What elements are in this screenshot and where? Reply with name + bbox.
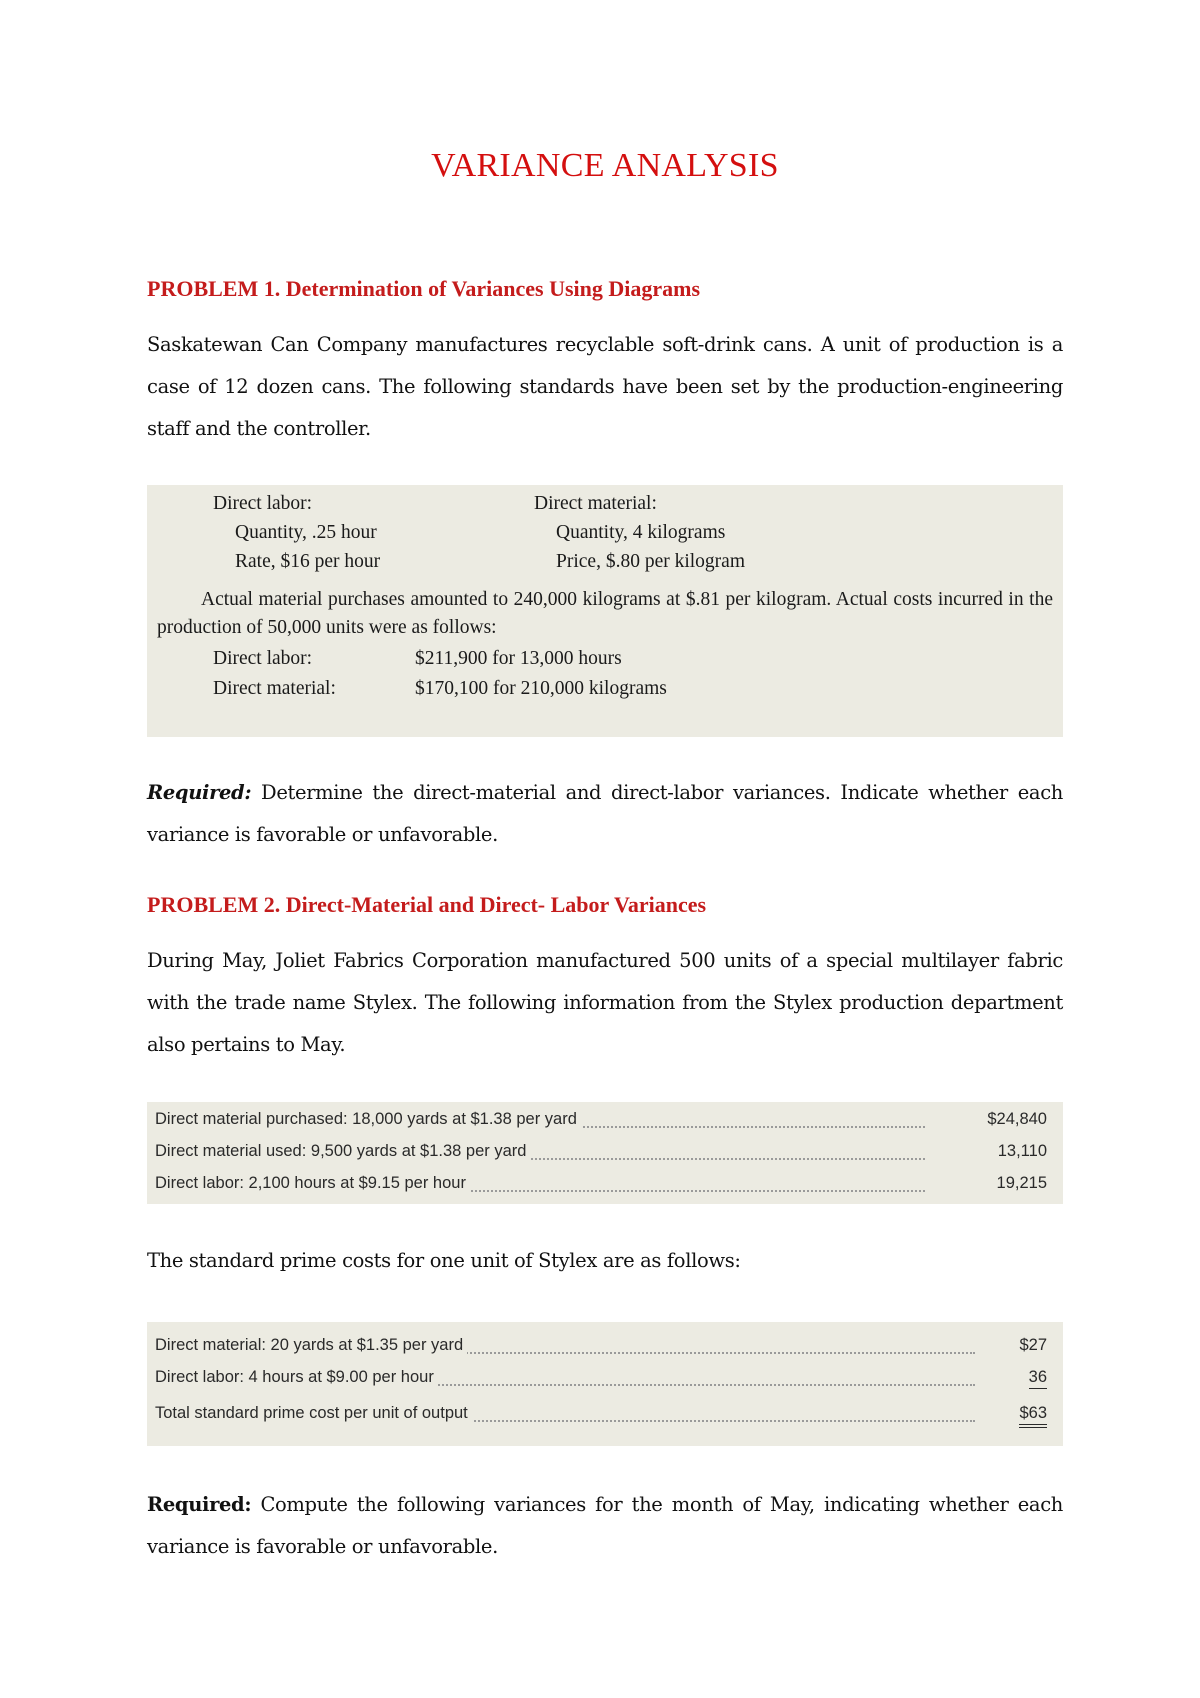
table-row bbox=[155, 1110, 1055, 1134]
table-row-amount: $63 bbox=[1019, 1404, 1047, 1428]
document-title: VARIANCE ANALYSIS bbox=[431, 147, 779, 184]
table-row-amount: 36 bbox=[1029, 1368, 1047, 1389]
table-row-label: Direct labor: 4 hours at $9.00 per hour bbox=[155, 1368, 438, 1387]
table-row-amount: $27 bbox=[1019, 1336, 1047, 1354]
table-row bbox=[155, 1336, 1055, 1360]
actual-material-label: Direct material: bbox=[213, 678, 336, 699]
table-row-label: Direct labor: 2,100 hours at $9.15 per hour bbox=[155, 1174, 470, 1193]
actual-costs-table bbox=[147, 1102, 1063, 1204]
table-row-amount: 19,215 bbox=[996, 1174, 1047, 1192]
problem2-required-label: Required: bbox=[147, 1493, 252, 1516]
standard-material-quantity: Quantity, 4 kilograms bbox=[556, 522, 726, 543]
actual-labor-label: Direct labor: bbox=[213, 648, 313, 669]
problem2-heading: PROBLEM 2. Direct-Material and Direct- Labor Variances bbox=[147, 892, 707, 917]
problem1-required-text: Determine the direct-material and direct-labor variances. Indicate whether each variance is favorable or unfavorable. bbox=[147, 781, 1063, 846]
standard-material-price: Price, $.80 per kilogram bbox=[556, 551, 745, 572]
actual-labor-value: $211,900 for 13,000 hours bbox=[415, 648, 622, 669]
problem1-required-label: Required: bbox=[147, 781, 252, 804]
actual-costs-text: Actual material purchases amounted to 240,000 kilograms at $.81 per kilogram. Actual costs incurred in the production of 50,000 units were as follows: bbox=[157, 589, 1053, 638]
problem2-required bbox=[147, 1484, 1063, 1568]
problem1-data-box bbox=[147, 485, 1063, 737]
table-row-amount: $24,840 bbox=[987, 1110, 1047, 1128]
standard-costs-intro: The standard prime costs for one unit of Stylex are as follows: bbox=[147, 1249, 741, 1272]
standard-labor-quantity: Quantity, .25 hour bbox=[235, 522, 377, 543]
standard-labor-rate: Rate, $16 per hour bbox=[235, 551, 381, 572]
actual-material-value: $170,100 for 210,000 kilograms bbox=[415, 678, 667, 699]
problem1-required bbox=[147, 772, 1063, 856]
table-row bbox=[155, 1174, 1055, 1198]
problem1-intro: Saskatewan Can Company manufactures recyclable soft-drink cans. A unit of production is a case of 12 dozen cans. The following standards have been set by the production-engineering staff and the controller. bbox=[147, 333, 1063, 440]
problem1-heading: PROBLEM 1. Determination of Variances Using Diagrams bbox=[147, 276, 701, 301]
table-row-label: Direct material purchased: 18,000 yards at $1.38 per yard bbox=[155, 1110, 581, 1129]
table-row-label: Direct material used: 9,500 yards at $1.38 per yard bbox=[155, 1142, 530, 1161]
standard-costs-table bbox=[147, 1322, 1063, 1446]
problem2-intro: During May, Joliet Fabrics Corporation manufactured 500 units of a special multilayer fabric with the trade name Stylex. The following information from the Stylex production department also pertains to May. bbox=[147, 949, 1063, 1056]
table-row-total bbox=[155, 1404, 1055, 1428]
table-row bbox=[155, 1142, 1055, 1166]
table-row bbox=[155, 1368, 1055, 1392]
standard-labor-header: Direct labor: bbox=[213, 493, 313, 514]
table-row-label: Total standard prime cost per unit of output bbox=[155, 1404, 472, 1423]
problem2-required-text: Compute the following variances for the month of May, indicating whether each variance is favorable or unfavorable. bbox=[147, 1493, 1063, 1558]
table-row-label: Direct material: 20 yards at $1.35 per yard bbox=[155, 1336, 467, 1355]
table-row-amount: 13,110 bbox=[997, 1142, 1047, 1160]
standard-material-header: Direct material: bbox=[534, 493, 657, 514]
